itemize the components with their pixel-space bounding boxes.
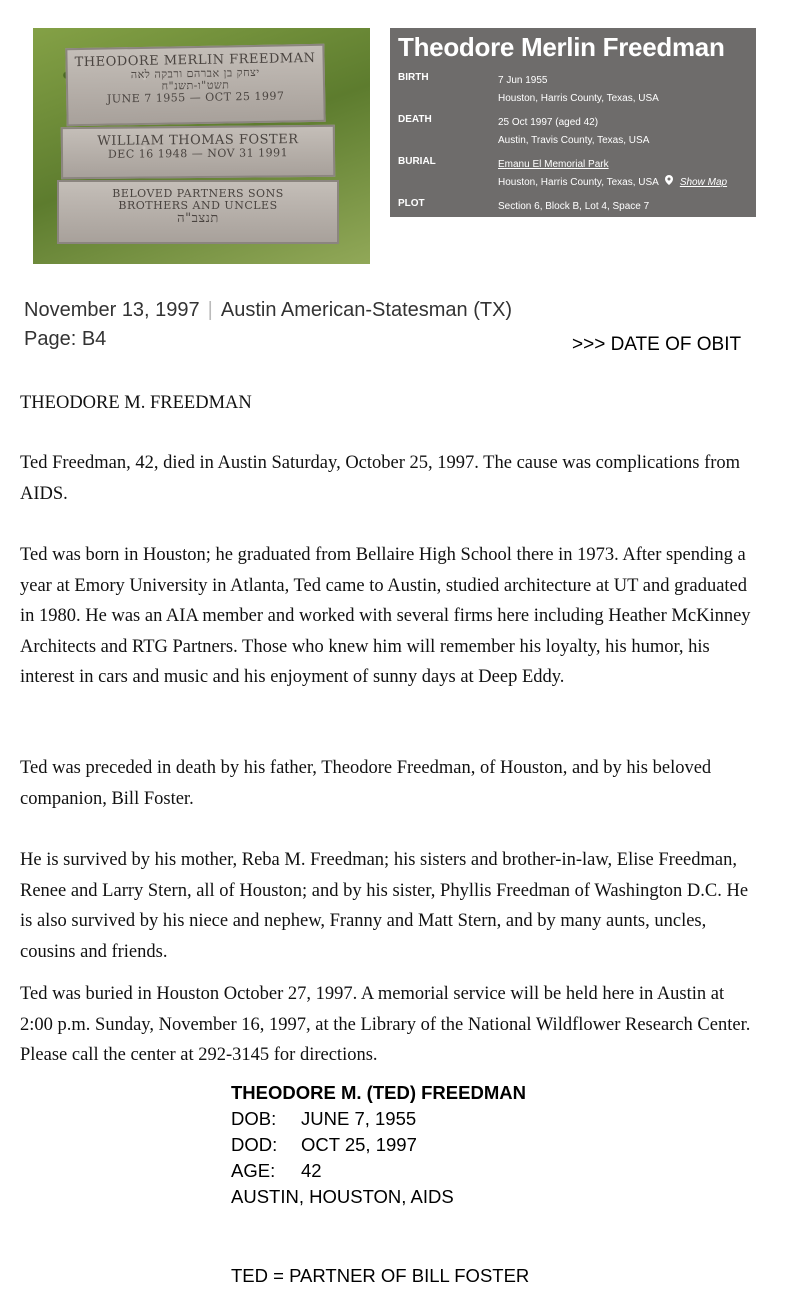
meta-separator: | <box>207 299 213 321</box>
epitaph-line-1: BELOVED PARTNERS SONS <box>112 187 284 200</box>
summary-title: THEODORE M. (TED) FREEDMAN <box>231 1082 526 1103</box>
headstone-dates-2: DEC 16 1948 — NOV 31 1991 <box>107 146 289 161</box>
epitaph-line-2: BROTHERS AND UNCLES <box>118 199 278 212</box>
obituary-paragraph-1: Ted Freedman, 42, died in Austin Saturday, October 25, 1997. The cause was complications from AIDS. <box>20 453 741 504</box>
dob-label: DOB: <box>231 1108 277 1129</box>
plot-label: PLOT <box>398 198 425 209</box>
obituary-heading: THEODORE M. FREEDMAN <box>20 393 252 413</box>
burial-cemetery-link[interactable]: Emanu El Memorial Park <box>498 159 609 170</box>
burial-label: BURIAL <box>398 156 436 167</box>
summary-dob-row <box>231 1106 526 1132</box>
headstone-name-2: WILLIAM THOMAS FOSTER <box>97 132 299 149</box>
birth-label: BIRTH <box>398 72 429 83</box>
headstone-dates: JUNE 7 1955 — OCT 25 1997 <box>106 89 285 106</box>
headstone-name: THEODORE MERLIN FREEDMAN <box>74 50 316 71</box>
summary-dod-row <box>231 1132 526 1158</box>
summary-age-row <box>231 1158 526 1184</box>
epitaph-hebrew: תנצב"ה <box>177 211 219 226</box>
memorial-title: Theodore Merlin Freedman <box>398 32 725 62</box>
death-label: DEATH <box>398 114 432 125</box>
headstone-hebrew-name: יצחק בן אברהם ורבקה לאה <box>130 65 260 82</box>
headstone-hebrew-dates: תשט"ו-תשנ"ח <box>161 78 230 93</box>
birth-place: Houston, Harris County, Texas, USA <box>498 93 659 104</box>
summary-block <box>231 1080 526 1210</box>
dod-value: OCT 25, 1997 <box>301 1134 417 1155</box>
headstone-freedman <box>65 44 325 127</box>
death-date: 25 Oct 1997 (aged 42) <box>498 117 599 128</box>
dod-label: DOD: <box>231 1134 278 1155</box>
publication-page: Page: B4 <box>24 328 107 350</box>
death-place: Austin, Travis County, Texas, USA <box>498 135 650 146</box>
burial-place: Houston, Harris County, Texas, USA <box>498 177 659 188</box>
headstone-epitaph <box>57 180 339 244</box>
show-map-link[interactable]: Show Map <box>679 177 728 188</box>
summary-places: AUSTIN, HOUSTON, AIDS <box>231 1186 454 1207</box>
memorial-card <box>390 28 756 217</box>
obituary-paragraph-2: Ted was born in Houston; he graduated from Bellaire High School there in 1973. After spending a year at Emory University in Atlanta, Ted came to Austin, studied architecture at UT and graduated in 1980. He was an AIA member and worked with several firms here including Heather McKinney Architects and RTG Partners. Those who knew him will remember his loyalty, his humor, his interest in cars and music and his enjoyment of sunny days at Deep Eddy. <box>20 545 751 688</box>
source-meta <box>24 296 512 354</box>
date-of-obit-note: >>> DATE OF OBIT <box>572 334 742 355</box>
age-label: AGE: <box>231 1160 276 1181</box>
partner-note: TED = PARTNER OF BILL FOSTER <box>231 1265 530 1286</box>
map-pin-icon <box>665 177 676 188</box>
dob-value: JUNE 7, 1955 <box>301 1108 417 1129</box>
gravestone-photo <box>33 28 370 264</box>
age-value: 42 <box>301 1160 322 1181</box>
publication-source: Austin American-Statesman (TX) <box>220 299 513 321</box>
plot-value: Section 6, Block B, Lot 4, Space 7 <box>498 201 650 212</box>
birth-date: 7 Jun 1955 <box>498 75 548 86</box>
obituary-paragraph-3: Ted was preceded in death by his father, Theodore Freedman, of Houston, and by his beloved companion, Bill Foster. <box>20 758 712 809</box>
obituary-paragraph-4: He is survived by his mother, Reba M. Freedman; his sisters and brother-in-law, Elise Freedman, Renee and Larry Stern, all of Houston; and by his sister, Phyllis Freedman of Washington D.C. He is also survived by his niece and nephew, Franny and Matt Stern, and by many aunts, uncles, cousins and friends. <box>20 850 749 962</box>
publication-date: November 13, 1997 <box>24 299 200 321</box>
obituary-paragraph-5: Ted was buried in Houston October 27, 1997. A memorial service will be held here in Austin at 2:00 p.m. Sunday, November 16, 1997, at the Library of the National Wildflower Research Center. Please call the center at 292-3145 for directions. <box>20 984 751 1066</box>
headstone-foster <box>61 125 335 179</box>
